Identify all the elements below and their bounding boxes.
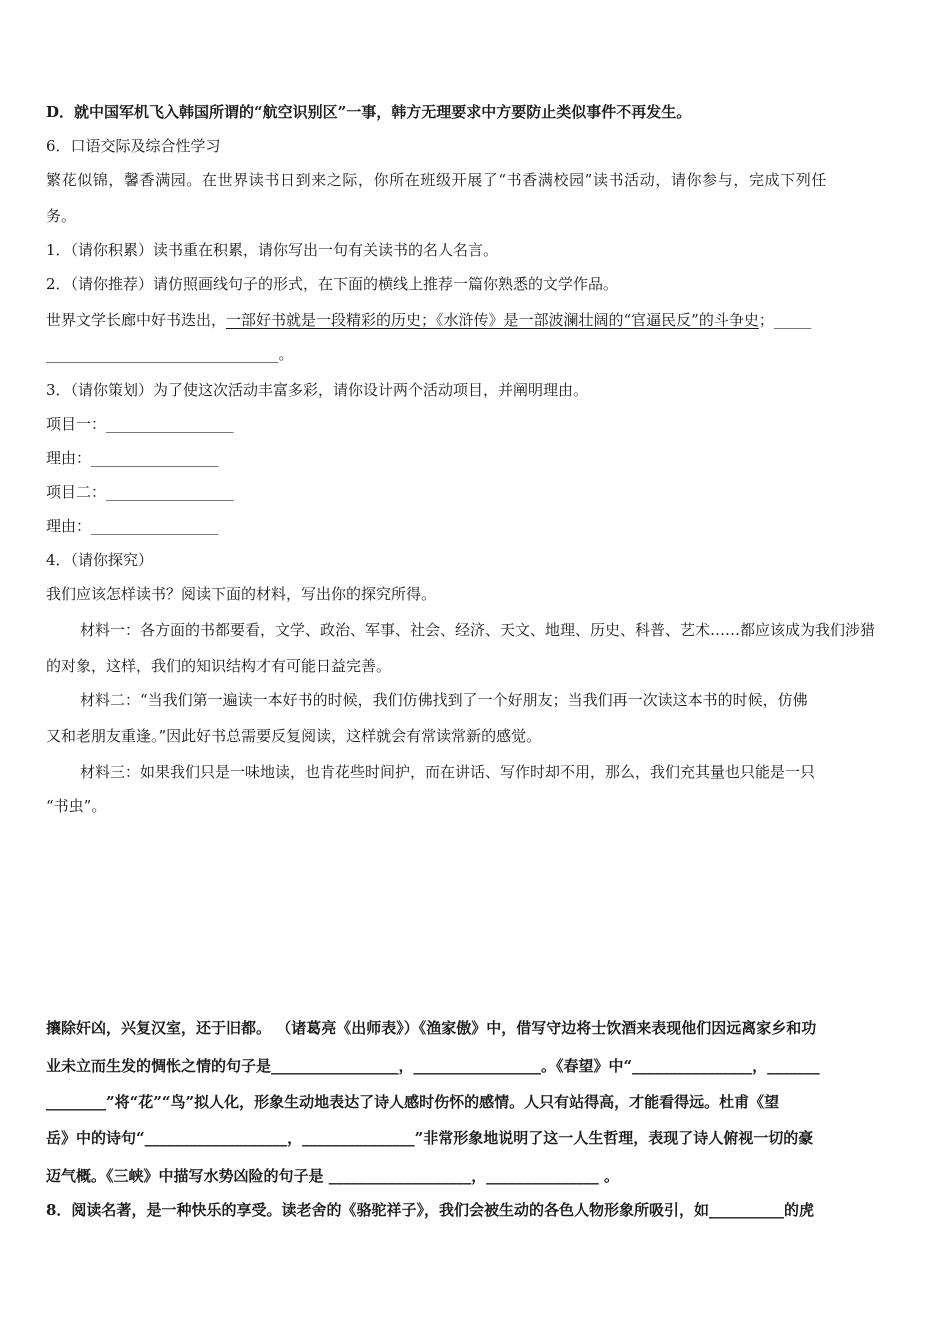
- question-6-part-1: 1．（请你积累）读书重在积累，请你写出一句有关读书的名人名言。: [46, 241, 499, 259]
- question-6-part-3: 3．（请你策划）为了使这次活动丰富多彩，请你设计两个活动项目，并阐明理由。: [46, 381, 589, 399]
- question-7-row-7: 业未立而生发的惆怅之情的句子是_________________，_________________。《春望》中“________________，_______: [46, 1057, 820, 1075]
- material-3-line-1: 材料三：如果我们只是一味地读，也肯花些时间护，而在讲话、写作时却不用，那么，我们充其量也只能是一只: [80, 763, 816, 781]
- material-2-line-2: 又和老朋友重逢。”因此好书总需要反复阅读，这样就会有常读常新的感觉。: [46, 727, 542, 745]
- example-underlined-sentence: 一部好书就是一段精彩的历史；《水浒传》是一部波澜壮阔的“官逼民反”的斗争史: [226, 311, 759, 329]
- question-8-line: 8．阅读名著，是一种快乐的享受。读老舍的《骆驼祥子》，我们会被生动的各色人物形象所吸引，如__________的虎: [46, 1201, 814, 1219]
- question-6-part-2-example: [46, 310, 906, 330]
- material-1-line-1: 材料一：各方面的书都要看，文学、政治、军事、社会、经济、天文、地理、历史、科普、艺术……都应该成为我们涉猎: [80, 621, 876, 639]
- question-6-part-2: 2．（请你推荐）请仿照画线句子的形式，在下面的横线上推荐一篇你熟悉的文学作品。: [46, 275, 619, 293]
- example-prefix: 世界文学长廊中好书迭出，: [46, 311, 227, 329]
- question-6-title: 6．口语交际及综合性学习: [46, 137, 221, 155]
- question-7-row-9: 岳》中的诗句“___________________，_______________”非常形象地说明了这一人生哲理，表现了诗人俯视一切的豪: [46, 1129, 814, 1147]
- question-6-intro-line-1: 繁花似锦，馨香满园。在世界读书日到来之际，你所在班级开展了“书香满校园”读书活动，请你参与，完成下列任: [46, 171, 827, 189]
- example-suffix-blank: ；_____: [758, 311, 812, 329]
- reason-1-blank: 理由：_________________: [46, 449, 219, 467]
- reason-2-blank: 理由：_________________: [46, 517, 219, 535]
- question-7-row-8: ________”将“花”“鸟”拟人化，形象生动地表达了诗人感时伤怀的感情。人只有站得高，才能看得远。杜甫《望: [46, 1093, 780, 1111]
- material-1-line-2: 的对象，这样，我们的知识结构才有可能日益完善。: [46, 657, 392, 675]
- question-7-row-10: 迈气概。《三峡》中描写水势凶险的句子是 ___________________，_______________ 。: [46, 1167, 619, 1185]
- project-2-blank: 项目二：_________________: [46, 483, 234, 501]
- question-6-intro-line-2: 务。: [46, 207, 77, 225]
- question-6-part-4: 4．（请你探究）: [46, 551, 154, 569]
- question-7-row-6: 攘除奸凶，兴复汉室，还于旧都。 （诸葛亮《出师表》）《渔家傲》中，借写守边将士饮酒来表现他们因远离家乡和功: [46, 1019, 817, 1037]
- question-6-part-4-intro: 我们应该怎样读书？阅读下面的材料，写出你的探究所得。: [46, 585, 437, 603]
- material-2-line-1: 材料二：“当我们第一遍读一本好书的时候，我们仿佛找到了一个好朋友；当我们再一次读这本书的时候，仿佛: [80, 691, 808, 709]
- material-3-line-2: “书虫”。: [46, 797, 107, 815]
- project-1-blank: 项目一：_________________: [46, 415, 234, 433]
- question-6-part-2-blank: _______________________________。: [46, 345, 294, 363]
- option-d-line: D．就中国军机飞入韩国所谓的“航空识别区”一事，韩方无理要求中方要防止类似事件不再发生。: [46, 103, 692, 121]
